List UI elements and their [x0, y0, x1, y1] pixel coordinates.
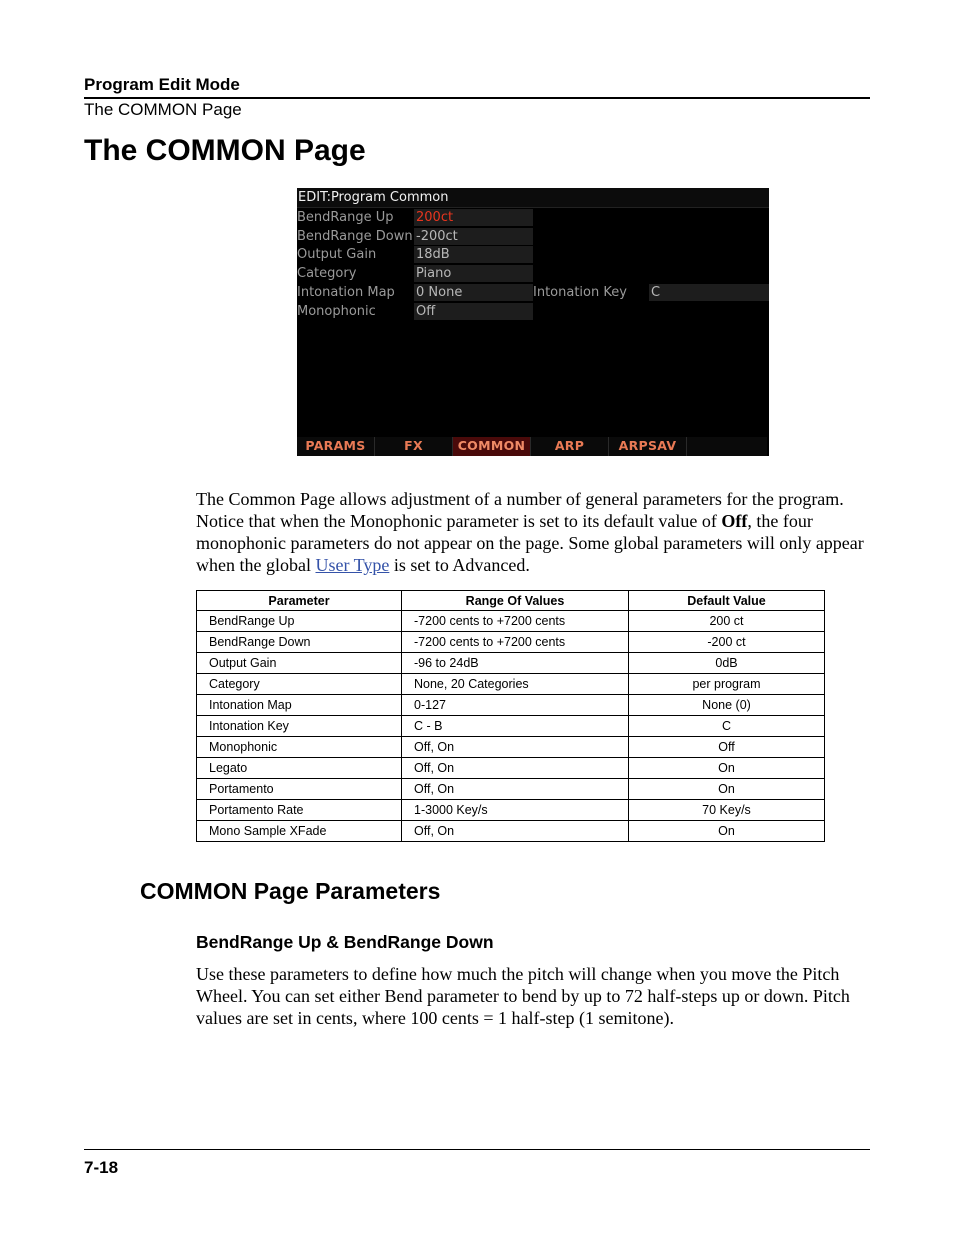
running-header-section: Program Edit Mode [84, 75, 240, 94]
table-row [197, 758, 825, 779]
screen-value-selected[interactable]: 200ct [414, 209, 533, 226]
table-cell: Intonation Map [197, 695, 402, 716]
table-cell: On [629, 821, 825, 842]
footer-rule [84, 1149, 870, 1150]
table-header-row [197, 591, 825, 611]
section-heading: COMMON Page Parameters [140, 878, 441, 904]
table-cell: Monophonic [197, 737, 402, 758]
page-title: The COMMON Page [84, 134, 366, 167]
screen-value[interactable]: Piano [414, 265, 533, 282]
table-row [197, 716, 825, 737]
tab-common[interactable]: COMMON [453, 437, 531, 456]
table-cell: BendRange Down [197, 632, 402, 653]
table-cell: Off, On [402, 821, 629, 842]
table-row [197, 737, 825, 758]
intro-text: is set to Advanced. [389, 555, 530, 575]
parameters-table [196, 590, 825, 842]
table-cell: Off, On [402, 779, 629, 800]
table-cell: Off, On [402, 758, 629, 779]
table-cell: -7200 cents to +7200 cents [402, 611, 629, 632]
tab-arpsav[interactable]: ARPSAV [609, 437, 687, 456]
table-cell: On [629, 758, 825, 779]
table-row [197, 695, 825, 716]
screen-row-monophonic [297, 303, 769, 321]
screen-title: EDIT:Program Common [297, 188, 769, 208]
table-header: Range Of Values [402, 591, 629, 611]
screen-row-bendrange-up [297, 209, 769, 227]
screen-value[interactable]: -200ct [414, 228, 533, 245]
table-row [197, 674, 825, 695]
table-row [197, 821, 825, 842]
table-row [197, 653, 825, 674]
table-cell: -7200 cents to +7200 cents [402, 632, 629, 653]
table-cell: Off, On [402, 737, 629, 758]
table-cell: -96 to 24dB [402, 653, 629, 674]
intro-bold: Off [721, 511, 748, 531]
intro-paragraph [196, 488, 872, 576]
lcd-screen [297, 188, 769, 456]
subsection-heading: BendRange Up & BendRange Down [196, 932, 494, 952]
table-header: Default Value [629, 591, 825, 611]
screen-value[interactable]: C [649, 284, 769, 301]
screen-value[interactable]: 18dB [414, 246, 533, 263]
table-cell: Intonation Key [197, 716, 402, 737]
table-row [197, 611, 825, 632]
table-cell: Portamento [197, 779, 402, 800]
table-cell: C [629, 716, 825, 737]
header-rule [84, 97, 870, 99]
tab-params[interactable]: PARAMS [297, 437, 375, 456]
table-cell: -200 ct [629, 632, 825, 653]
screen-value[interactable]: Off [414, 303, 533, 320]
table-cell: Category [197, 674, 402, 695]
table-cell: 200 ct [629, 611, 825, 632]
screen-tab-bar [297, 437, 769, 456]
table-cell: Off [629, 737, 825, 758]
tab-fx[interactable]: FX [375, 437, 453, 456]
screen-label: Output Gain [297, 247, 377, 262]
table-header: Parameter [197, 591, 402, 611]
screen-row-bendrange-down [297, 228, 769, 246]
screen-row-intonation [297, 284, 769, 302]
screen-label: Monophonic [297, 304, 376, 319]
table-cell: per program [629, 674, 825, 695]
table-cell: 0dB [629, 653, 825, 674]
screen-row-output-gain [297, 246, 769, 264]
table-cell: 70 Key/s [629, 800, 825, 821]
running-header-subsection: The COMMON Page [84, 100, 242, 119]
table-cell: None, 20 Categories [402, 674, 629, 695]
tab-empty [687, 437, 767, 456]
table-cell: 0-127 [402, 695, 629, 716]
screen-label: Intonation Map [297, 285, 395, 300]
table-cell: Portamento Rate [197, 800, 402, 821]
intro-text: , the four monophonic parameters do not appear on the page. Some global parameters will only appear when the global [196, 511, 864, 575]
table-cell: Output Gain [197, 653, 402, 674]
user-type-link[interactable]: User Type [315, 555, 390, 575]
screen-label: Category [297, 266, 357, 281]
screen-row-category [297, 265, 769, 283]
tab-arp[interactable]: ARP [531, 437, 609, 456]
bendrange-paragraph: Use these parameters to define how much the pitch will change when you move the Pitch Wheel. You can set either Bend parameter to bend by up to 72 half-steps up or down. Pitch values are set in cents, where 100 cents = 1 half-step (1 semitone). [196, 964, 850, 1028]
intro-text: The Common Page allows adjustment of a number of general parameters for the program. Notice that when the Monophonic parameter is set to its default value of [196, 489, 844, 531]
table-cell: C - B [402, 716, 629, 737]
table-row [197, 800, 825, 821]
screen-label: Intonation Key [533, 285, 627, 300]
table-row [197, 632, 825, 653]
table-cell: None (0) [629, 695, 825, 716]
screen-label: BendRange Down [297, 229, 413, 244]
screen-value[interactable]: 0 None [414, 284, 533, 301]
table-cell: Legato [197, 758, 402, 779]
table-cell: Mono Sample XFade [197, 821, 402, 842]
page-number: 7-18 [84, 1158, 119, 1177]
table-cell: BendRange Up [197, 611, 402, 632]
table-cell: 1-3000 Key/s [402, 800, 629, 821]
table-cell: On [629, 779, 825, 800]
screen-label: BendRange Up [297, 210, 394, 225]
table-row [197, 779, 825, 800]
